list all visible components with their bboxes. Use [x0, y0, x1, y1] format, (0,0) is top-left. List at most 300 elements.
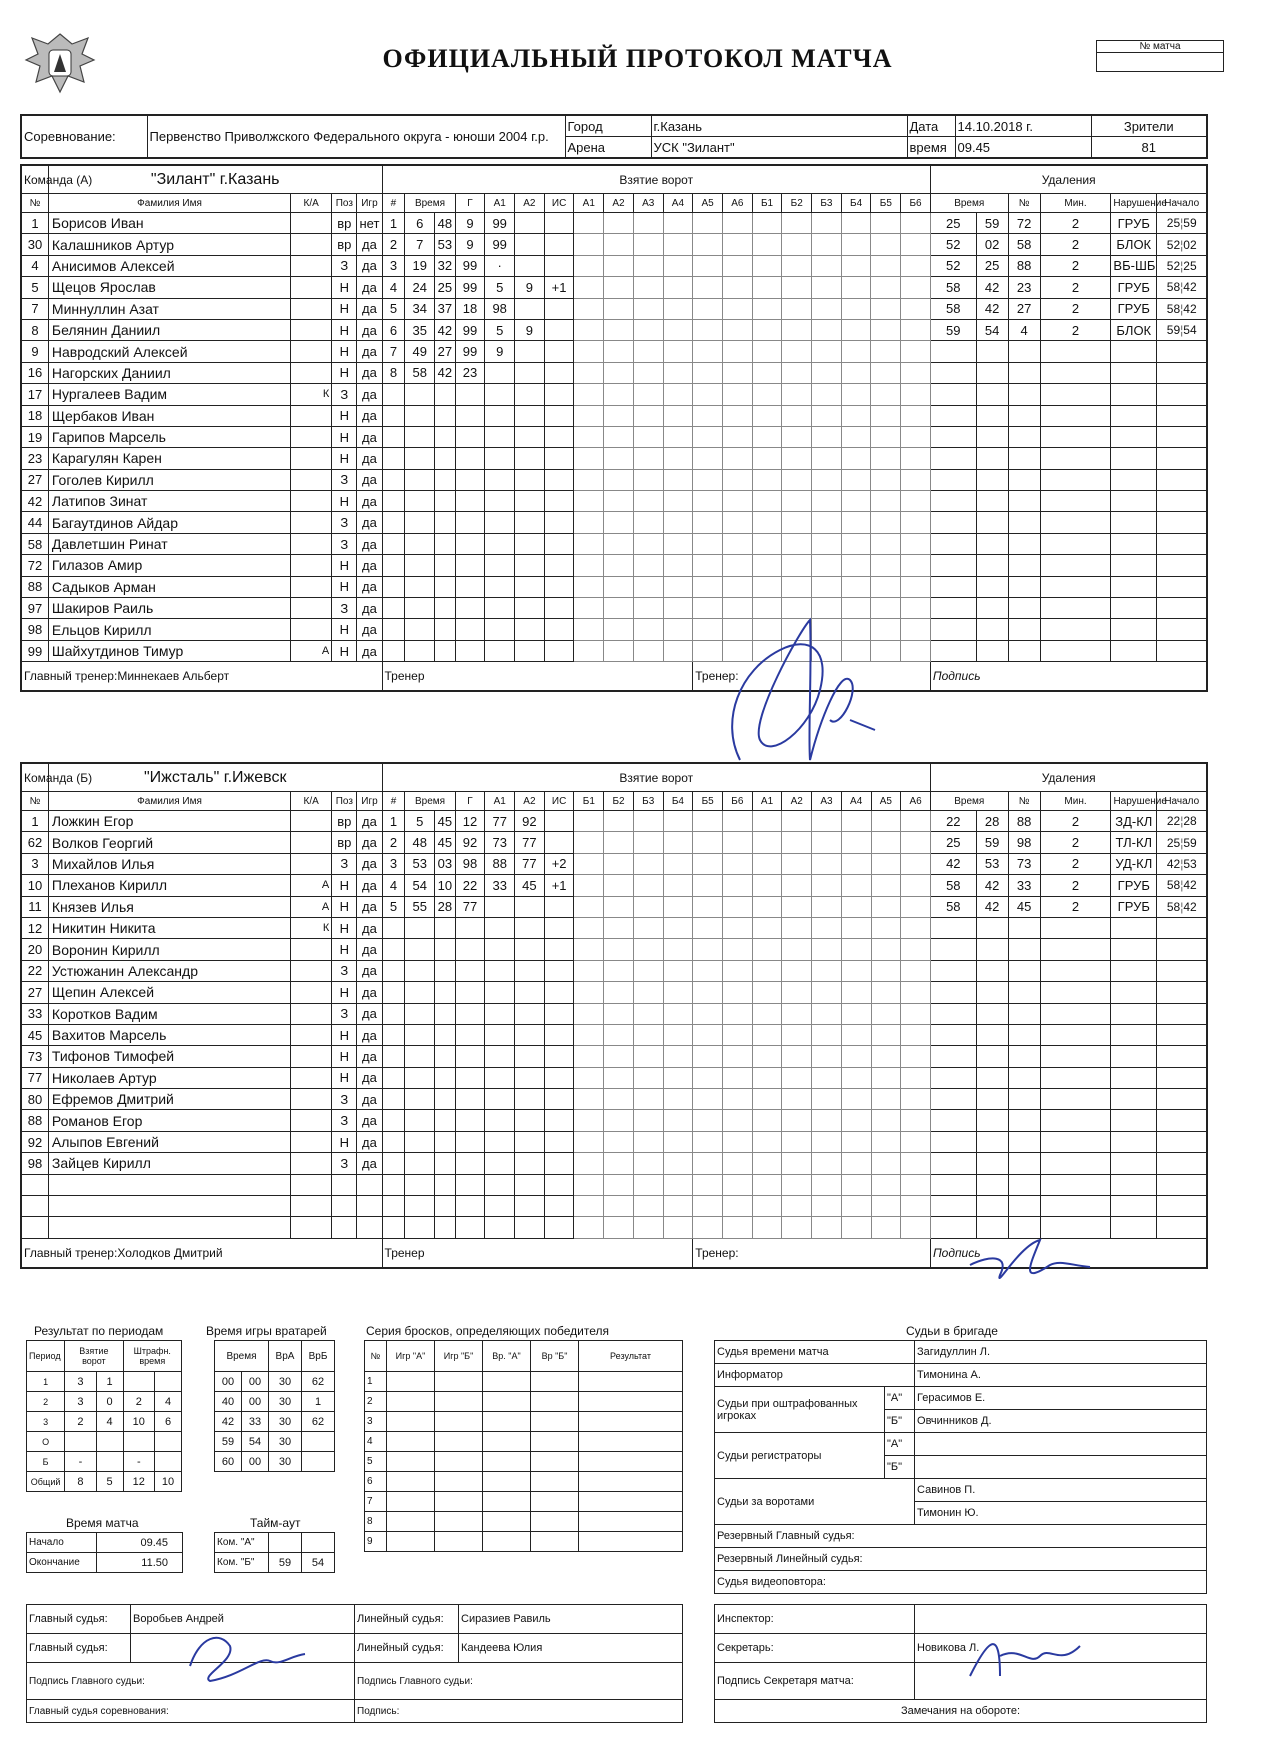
onice-cell	[604, 426, 634, 447]
goal-no	[382, 1153, 405, 1174]
pen-player	[1008, 1196, 1040, 1217]
col-goal-time: Время	[405, 792, 455, 811]
onice-cell	[782, 1153, 812, 1174]
onice-cell	[871, 853, 901, 874]
player-position: З	[332, 1110, 357, 1131]
pen-start	[1157, 896, 1207, 917]
player-name: Гилазов Амир	[48, 555, 290, 576]
onice-cell	[841, 362, 871, 383]
pen-min	[930, 1153, 976, 1174]
player-role: К	[291, 917, 332, 938]
onice-cell	[604, 362, 634, 383]
onice-cell	[722, 491, 752, 512]
col-onice-11: Б6	[901, 194, 931, 213]
goal-sec: 25	[435, 277, 456, 298]
pen-start-sep: ¦	[1180, 301, 1184, 316]
pen-minutes	[1040, 1174, 1111, 1195]
goal-min: 5	[405, 811, 435, 832]
onice-cell	[782, 598, 812, 619]
goal-scorer	[455, 1110, 485, 1131]
pen-violation	[1111, 555, 1157, 576]
onice-cell	[663, 1067, 693, 1088]
player-position: З	[332, 255, 357, 276]
pen-player: 33	[1008, 875, 1040, 896]
pen-sec	[976, 1067, 1008, 1088]
goal-a2	[515, 384, 545, 405]
onice-cell	[663, 1024, 693, 1045]
onice-cell	[604, 533, 634, 554]
onice-cell	[693, 1153, 723, 1174]
onice-cell	[633, 1217, 663, 1238]
pen-min: 59	[930, 319, 976, 340]
onice-cell	[604, 298, 634, 319]
col-goal-time: Время	[405, 194, 455, 213]
trainer2-cell	[693, 1238, 931, 1268]
onice-cell	[633, 1089, 663, 1110]
onice-cell	[722, 319, 752, 340]
gk-b: 1	[302, 1392, 335, 1412]
onice-cell	[812, 448, 842, 469]
onice-cell	[604, 1153, 634, 1174]
player-played: да	[357, 619, 382, 640]
player-row	[21, 277, 1207, 298]
goal-a1	[485, 1003, 515, 1024]
player-name: Щецов Ярослав	[48, 277, 290, 298]
competition-value: Первенство Приволжского Федерального округа - юноши 2004 г.р.	[147, 115, 565, 158]
onice-cell	[604, 982, 634, 1003]
onice-cell	[604, 640, 634, 661]
player-row	[21, 896, 1207, 917]
pen-a: -	[123, 1452, 154, 1472]
pen-minutes	[1040, 576, 1111, 597]
onice-cell	[812, 533, 842, 554]
onice-cell	[633, 1024, 663, 1045]
pen-start-sec: 25	[1183, 258, 1197, 273]
pen-minutes	[1040, 1046, 1111, 1067]
onice-cell	[604, 213, 634, 234]
onice-cell	[871, 896, 901, 917]
pen-violation: БЛОК	[1111, 319, 1157, 340]
time-label: время	[907, 137, 955, 159]
pen-minutes	[1040, 960, 1111, 981]
onice-cell	[871, 1196, 901, 1217]
spectators-label: Зрители	[1091, 115, 1207, 137]
col-onice-5: Б6	[722, 792, 752, 811]
onice-cell	[901, 1174, 931, 1195]
onice-cell	[782, 512, 812, 533]
sign-secretary-value	[915, 1663, 1207, 1700]
player-role	[291, 234, 332, 255]
onice-cell	[841, 811, 871, 832]
period-row	[27, 1452, 182, 1472]
onice-cell	[901, 277, 931, 298]
onice-cell	[722, 1131, 752, 1152]
pen-start	[1157, 939, 1207, 960]
player-row	[21, 1217, 1207, 1238]
onice-cell	[633, 853, 663, 874]
goal-sec	[435, 384, 456, 405]
onice-cell	[693, 384, 723, 405]
goal-scorer	[455, 640, 485, 661]
pen-sec: 25	[976, 255, 1008, 276]
onice-cell	[722, 1217, 752, 1238]
pen-minutes: 2	[1040, 896, 1111, 917]
ref-pen-b-label: "Б"	[885, 1410, 915, 1433]
player-number	[21, 1196, 48, 1217]
onice-cell	[841, 448, 871, 469]
shootout-row	[365, 1432, 683, 1452]
goal-no: 7	[382, 341, 405, 362]
player-played: да	[357, 1046, 382, 1067]
pen-violation	[1111, 598, 1157, 619]
pen-start	[1157, 811, 1207, 832]
onice-cell	[752, 960, 782, 981]
sign-main-2-label: Подпись Главного судьи:	[355, 1663, 683, 1700]
goal-no	[382, 491, 405, 512]
pen-min	[930, 405, 976, 426]
goal-sec: 28	[435, 896, 456, 917]
onice-cell	[752, 405, 782, 426]
onice-cell	[841, 405, 871, 426]
onice-cell	[693, 1089, 723, 1110]
onice-cell	[782, 1174, 812, 1195]
signature-label: Подпись	[932, 669, 981, 684]
player-number: 62	[21, 832, 48, 853]
gk-row	[215, 1452, 335, 1472]
pen-minutes: 2	[1040, 213, 1111, 234]
shootout-cell	[483, 1512, 531, 1532]
onice-cell	[574, 598, 604, 619]
pen-sec	[976, 598, 1008, 619]
player-role	[291, 1089, 332, 1110]
city-value: г.Казань	[651, 115, 907, 137]
player-role: К	[291, 384, 332, 405]
onice-cell	[663, 1131, 693, 1152]
player-name: Миннуллин Азат	[48, 298, 290, 319]
secretary-label: Секретарь:	[715, 1634, 915, 1663]
player-row	[21, 811, 1207, 832]
pen-violation	[1111, 1217, 1157, 1238]
goal-min	[405, 640, 435, 661]
pen-player: 88	[1008, 255, 1040, 276]
shootout-cell	[531, 1532, 579, 1552]
onice-cell	[604, 384, 634, 405]
goal-scorer	[455, 1089, 485, 1110]
onice-cell	[812, 917, 842, 938]
onice-cell	[693, 362, 723, 383]
shootout-cell	[435, 1372, 483, 1392]
player-played: да	[357, 555, 382, 576]
shootout-cell	[435, 1412, 483, 1432]
goal-no: 8	[382, 362, 405, 383]
onice-cell	[633, 640, 663, 661]
onice-cell	[841, 640, 871, 661]
goal-no: 3	[382, 853, 405, 874]
goal-sec	[435, 533, 456, 554]
goal-is	[544, 811, 574, 832]
onice-cell	[722, 405, 752, 426]
goal-min	[405, 1046, 435, 1067]
goal-min	[405, 982, 435, 1003]
player-role	[291, 426, 332, 447]
player-row	[21, 341, 1207, 362]
player-number: 45	[21, 1024, 48, 1045]
head-coach-label: Главный тренер:	[24, 669, 118, 684]
goal-min	[405, 939, 435, 960]
col-onice-8: А3	[812, 792, 842, 811]
onice-cell	[871, 234, 901, 255]
goal-is	[544, 619, 574, 640]
goal-a1: 98	[485, 298, 515, 319]
pen-min	[930, 1089, 976, 1110]
onice-cell	[574, 555, 604, 576]
pen-minutes	[1040, 917, 1111, 938]
onice-cell	[663, 491, 693, 512]
onice-cell	[663, 255, 693, 276]
onice-cell	[901, 319, 931, 340]
goal-a1	[485, 1046, 515, 1067]
pen-player	[1008, 640, 1040, 661]
onice-cell	[693, 533, 723, 554]
player-position: З	[332, 469, 357, 490]
player-played: да	[357, 1131, 382, 1152]
onice-cell	[574, 384, 604, 405]
onice-cell	[693, 598, 723, 619]
pen-violation	[1111, 1089, 1157, 1110]
onice-cell	[663, 213, 693, 234]
pen-start-min: 59	[1166, 323, 1181, 338]
pen-start	[1157, 982, 1207, 1003]
pen-player	[1008, 1110, 1040, 1131]
onice-cell	[633, 341, 663, 362]
col-pen-time: Время	[930, 194, 1008, 213]
onice-cell	[901, 1024, 931, 1045]
shootout-cell	[435, 1472, 483, 1492]
timeout-b-sec: 54	[302, 1553, 335, 1573]
pen-sec: 42	[976, 277, 1008, 298]
goal-a1	[485, 405, 515, 426]
onice-cell	[901, 448, 931, 469]
onice-cell	[663, 875, 693, 896]
shootout-header-3: Вр. "А"	[483, 1341, 531, 1372]
goal-sec: 27	[435, 341, 456, 362]
goal-is	[544, 1089, 574, 1110]
onice-cell	[663, 917, 693, 938]
player-row	[21, 234, 1207, 255]
pen-start-sep: ¦	[1180, 899, 1184, 914]
pen-minutes	[1040, 1131, 1111, 1152]
onice-cell	[693, 319, 723, 340]
onice-cell	[604, 875, 634, 896]
shootout-cell	[387, 1412, 435, 1432]
player-role	[291, 448, 332, 469]
player-role	[291, 512, 332, 533]
onice-cell	[782, 384, 812, 405]
onice-cell	[574, 832, 604, 853]
player-played: да	[357, 832, 382, 853]
onice-cell	[871, 533, 901, 554]
onice-cell	[782, 960, 812, 981]
pen-player: 58	[1008, 234, 1040, 255]
shootout-cell	[387, 1472, 435, 1492]
trainer-cell	[382, 662, 693, 692]
onice-cell	[693, 939, 723, 960]
pen-min	[930, 1110, 976, 1131]
head-coach-name: Миннекаев Альберт	[117, 669, 230, 684]
onice-cell	[722, 917, 752, 938]
onice-cell	[693, 426, 723, 447]
goal-min	[405, 1153, 435, 1174]
onice-cell	[574, 1024, 604, 1045]
shootout-cell	[435, 1512, 483, 1532]
player-position: З	[332, 512, 357, 533]
onice-cell	[841, 533, 871, 554]
match-end-value: 11.50	[97, 1553, 183, 1573]
pen-violation	[1111, 576, 1157, 597]
player-number: 88	[21, 576, 48, 597]
shootout-cell	[483, 1472, 531, 1492]
pen-minutes	[1040, 1067, 1111, 1088]
onice-cell	[752, 255, 782, 276]
goal-min	[405, 1110, 435, 1131]
pen-player: 98	[1008, 832, 1040, 853]
onice-cell	[752, 811, 782, 832]
onice-cell	[663, 939, 693, 960]
ref-info-label: Информатор	[715, 1364, 915, 1387]
pen-sec	[976, 448, 1008, 469]
shootout-cell	[387, 1392, 435, 1412]
spectators-value: 81	[1091, 137, 1207, 159]
onice-cell	[693, 576, 723, 597]
goal-is	[544, 576, 574, 597]
player-number: 23	[21, 448, 48, 469]
pen-violation	[1111, 960, 1157, 981]
goal-a2	[515, 640, 545, 661]
goal-no	[382, 426, 405, 447]
onice-cell	[693, 811, 723, 832]
onice-cell	[633, 426, 663, 447]
onice-cell	[574, 1217, 604, 1238]
goal-is	[544, 939, 574, 960]
goal-sec	[435, 1046, 456, 1067]
onice-cell	[871, 1046, 901, 1067]
col-onice-6: А1	[752, 792, 782, 811]
player-position: вр	[332, 234, 357, 255]
goal-min	[405, 1067, 435, 1088]
onice-cell	[901, 298, 931, 319]
onice-cell	[901, 234, 931, 255]
onice-cell	[841, 853, 871, 874]
player-number	[21, 1217, 48, 1238]
goal-a1	[485, 491, 515, 512]
period-row	[27, 1392, 182, 1412]
goal-sec: 53	[435, 234, 456, 255]
team-b-table	[20, 762, 1208, 1269]
pen-start	[1157, 213, 1207, 234]
pen-violation	[1111, 939, 1157, 960]
onice-cell	[633, 512, 663, 533]
goal-a1	[485, 469, 515, 490]
pen-min	[930, 917, 976, 938]
shootout-no: 1	[365, 1372, 387, 1392]
onice-cell	[574, 1046, 604, 1067]
pen-start	[1157, 362, 1207, 383]
goal-scorer	[455, 1003, 485, 1024]
pen-sec	[976, 512, 1008, 533]
gk-b	[302, 1432, 335, 1452]
goal-no	[382, 1046, 405, 1067]
col-pos: Поз	[332, 792, 357, 811]
onice-cell	[663, 960, 693, 981]
pen-violation	[1111, 1110, 1157, 1131]
goal-scorer	[455, 469, 485, 490]
onice-cell	[604, 1003, 634, 1024]
onice-cell	[604, 832, 634, 853]
player-role	[291, 298, 332, 319]
goal-sec	[435, 555, 456, 576]
onice-cell	[841, 213, 871, 234]
onice-cell	[604, 1089, 634, 1110]
player-row	[21, 426, 1207, 447]
player-played: да	[357, 298, 382, 319]
pen-violation	[1111, 917, 1157, 938]
onice-cell	[871, 555, 901, 576]
goal-no	[382, 1217, 405, 1238]
goal-sec	[435, 405, 456, 426]
player-position: Н	[332, 939, 357, 960]
pen-start-sec: 54	[1183, 323, 1197, 338]
onice-cell	[604, 469, 634, 490]
onice-cell	[812, 1003, 842, 1024]
pen-sec	[976, 960, 1008, 981]
goal-scorer	[455, 960, 485, 981]
player-name: Гоголев Кирилл	[48, 469, 290, 490]
penalties-header: Удаления	[930, 763, 1206, 792]
pen-min: 58	[930, 875, 976, 896]
main-ref-1-value: Воробьев Андрей	[131, 1605, 355, 1634]
goal-a2	[515, 1196, 545, 1217]
player-name: Белянин Даниил	[48, 319, 290, 340]
player-name	[48, 1174, 290, 1195]
goal-scorer	[455, 1131, 485, 1152]
pen-min	[930, 576, 976, 597]
goal-is	[544, 1217, 574, 1238]
onice-cell	[901, 426, 931, 447]
ref-pen-b-value: Овчинников Д.	[915, 1410, 1207, 1433]
onice-cell	[574, 619, 604, 640]
col-onice-8: Б3	[812, 194, 842, 213]
pen-minutes	[1040, 555, 1111, 576]
onice-cell	[693, 1174, 723, 1195]
pen-minutes: 2	[1040, 277, 1111, 298]
pen-min: 58	[930, 896, 976, 917]
goal-a2	[515, 1046, 545, 1067]
goal-a2	[515, 1110, 545, 1131]
pen-violation: ГРУБ	[1111, 896, 1157, 917]
goal-scorer	[455, 384, 485, 405]
onice-cell	[841, 234, 871, 255]
col-pen-time: Время	[930, 792, 1008, 811]
onice-cell	[901, 512, 931, 533]
shootout-cell	[531, 1392, 579, 1412]
ref-time-label: Судья времени матча	[715, 1341, 915, 1364]
onice-cell	[782, 405, 812, 426]
ref-pen-a-label: "А"	[885, 1387, 915, 1410]
head-coach-label: Главный тренер:	[24, 1245, 118, 1260]
goal-is	[544, 1174, 574, 1195]
pen-min	[930, 619, 976, 640]
onice-cell	[812, 1131, 842, 1152]
